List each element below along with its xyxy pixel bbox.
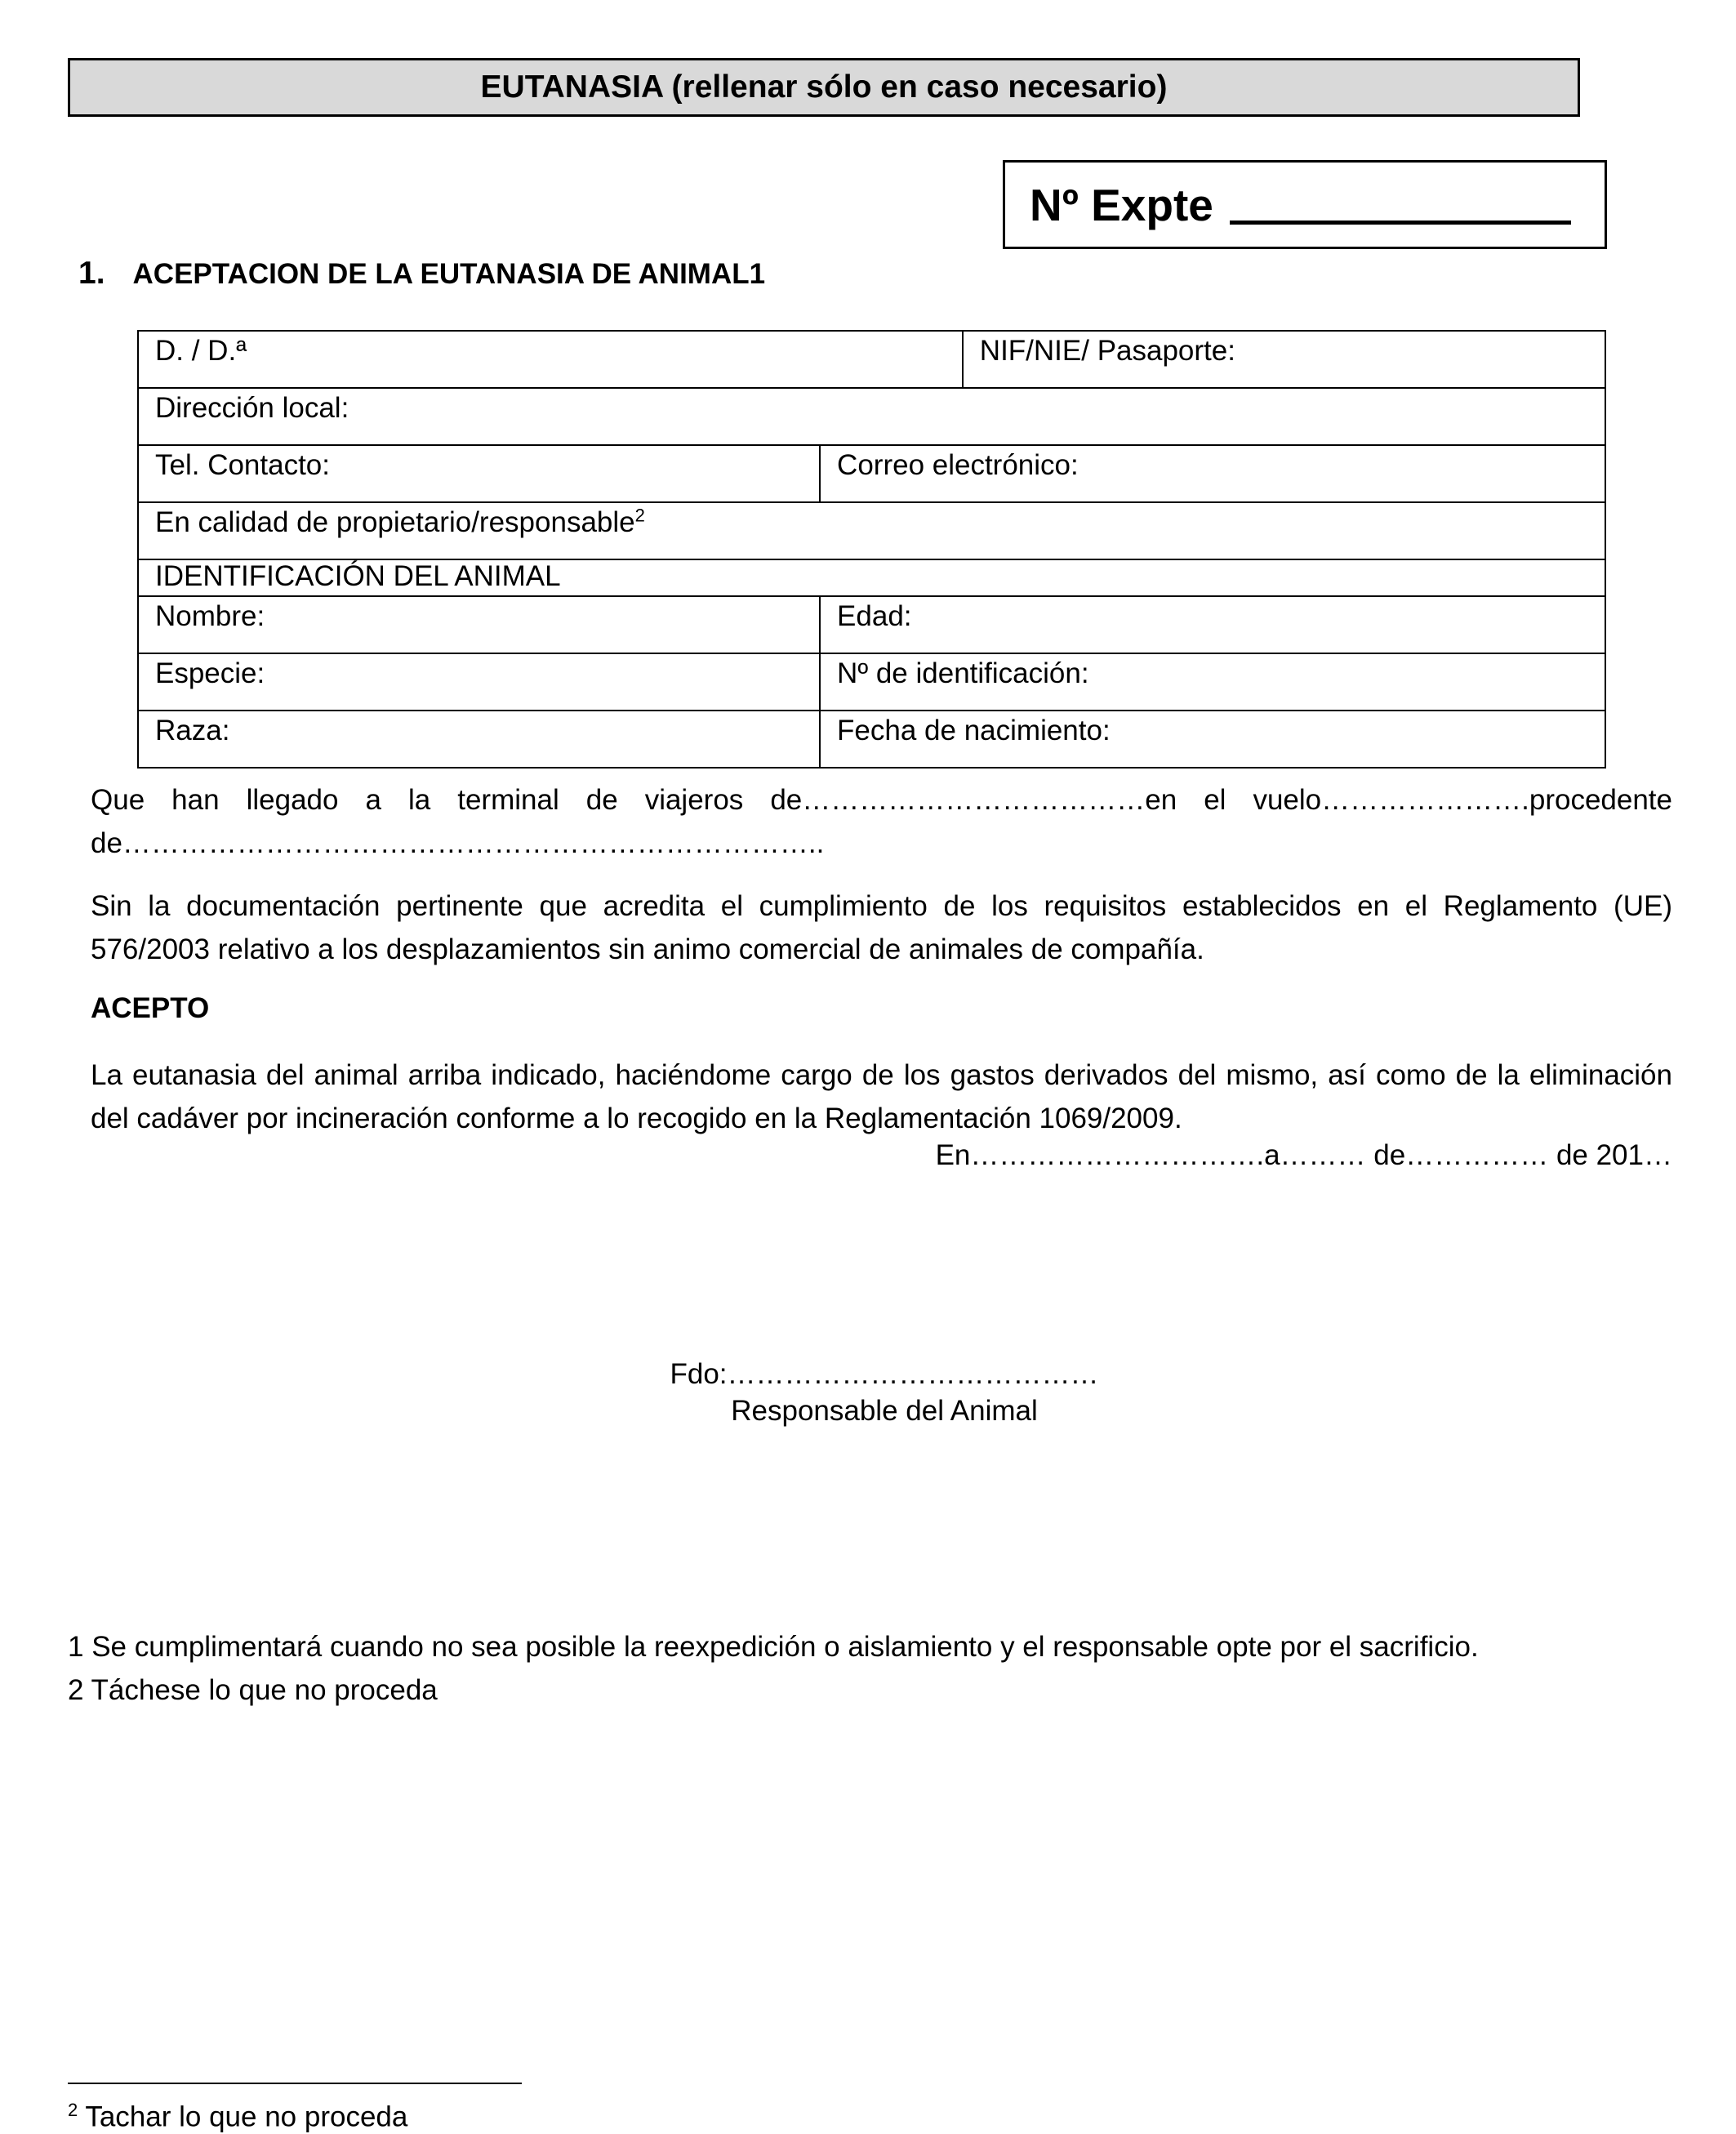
footnote xyxy=(68,2100,407,2134)
capacity-footnote-marker: 2 xyxy=(634,505,645,526)
animal-breed-field[interactable] xyxy=(138,711,820,768)
animal-birthdate-field[interactable] xyxy=(820,711,1605,768)
footnote-divider xyxy=(68,2083,522,2084)
owner-animal-form-table xyxy=(137,330,1606,769)
animal-heading-label: IDENTIFICACIÓN DEL ANIMAL xyxy=(155,560,561,592)
address-field[interactable] xyxy=(138,388,1605,445)
form-header-banner xyxy=(68,58,1580,117)
animal-id-number-field[interactable] xyxy=(820,653,1605,711)
email-label: Correo electrónico: xyxy=(837,449,1079,481)
place-date-line[interactable]: En………………………….a……… de…………… de 201… xyxy=(935,1139,1672,1171)
owner-id-field[interactable] xyxy=(963,331,1605,388)
section-title: ACEPTACION DE LA EUTANASIA DE ANIMAL1 xyxy=(132,258,766,290)
animal-birthdate-label: Fecha de nacimiento: xyxy=(837,715,1111,746)
footnote-marker: 2 xyxy=(68,2100,78,2120)
accept-heading: ACEPTO xyxy=(91,992,210,1024)
footnote-text: Tachar lo que no proceda xyxy=(78,2101,408,2133)
arrival-line-1: Que han llegado a la terminal de viajeros de………………………………en el vuelo………………….procedente xyxy=(91,784,1672,816)
animal-species-label: Especie: xyxy=(155,657,265,689)
email-field[interactable] xyxy=(820,445,1605,502)
section-number: 1. xyxy=(78,256,105,291)
phone-field[interactable] xyxy=(138,445,820,502)
signature-role: Responsable del Animal xyxy=(731,1395,1038,1427)
phone-label: Tel. Contacto: xyxy=(155,449,330,481)
address-label: Dirección local: xyxy=(155,392,349,424)
animal-breed-label: Raza: xyxy=(155,715,230,746)
signature-line[interactable]: Fdo:………………………………… xyxy=(670,1358,1099,1390)
animal-species-field[interactable] xyxy=(138,653,820,711)
capacity-label: En calidad de propietario/responsable xyxy=(155,506,635,538)
animal-name-label: Nombre: xyxy=(155,600,265,632)
signature-block xyxy=(0,1356,1736,1429)
animal-identification-heading xyxy=(138,559,1605,596)
owner-name-field[interactable] xyxy=(138,331,963,388)
expediente-box xyxy=(1003,160,1607,249)
animal-age-label: Edad: xyxy=(837,600,912,632)
notes-block xyxy=(68,1625,1479,1712)
form-title: EUTANASIA (rellenar sólo en caso necesario) xyxy=(480,69,1168,105)
accept-paragraph: La eutanasia del animal arriba indicado, haciéndome cargo de los gastos derivados del mismo, así como de la eliminación del cadáver por incineración conforme a lo recogido en la Reglamentación 1069/2009. xyxy=(91,1059,1672,1134)
section-heading xyxy=(78,256,765,292)
expediente-label: Nº Expte xyxy=(1030,179,1213,230)
note-2: 2 Táchese lo que no proceda xyxy=(68,1674,438,1706)
owner-id-label: NIF/NIE/ Pasaporte: xyxy=(979,335,1235,367)
note-1: 1 Se cumplimentará cuando no sea posible la reexpedición o aislamiento y el responsable opte por el sacrificio. xyxy=(68,1631,1479,1663)
capacity-field[interactable] xyxy=(138,502,1605,559)
animal-age-field[interactable] xyxy=(820,596,1605,653)
owner-name-label: D. / D.ª xyxy=(155,335,247,367)
documentation-paragraph: Sin la documentación pertinente que acredita el cumplimiento de los requisitos establecidos en el Reglamento (UE) 576/2003 relativo a los desplazamientos sin animo comercial de animales de compañía. xyxy=(91,890,1672,965)
arrival-line-2: de……………………………………………………………….. xyxy=(91,827,825,859)
expediente-number-field[interactable] xyxy=(1230,185,1571,225)
animal-id-label: Nº de identificación: xyxy=(837,657,1089,689)
animal-name-field[interactable] xyxy=(138,596,820,653)
arrival-paragraph xyxy=(91,778,1672,865)
